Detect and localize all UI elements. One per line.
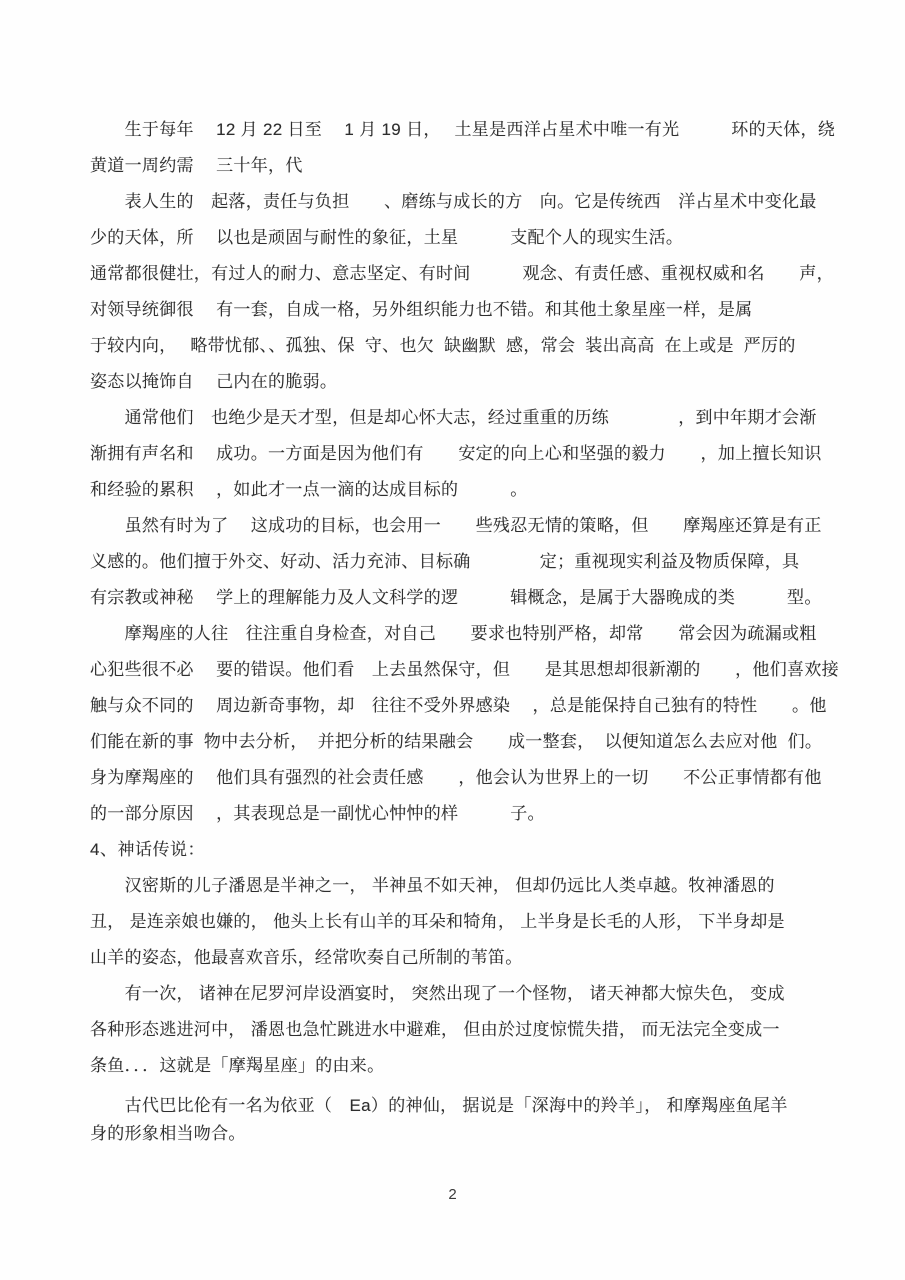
- text-line: 身为摩羯座的 他们具有强烈的社会责任感 ，他会认为世界上的一切 不公正事情都有他: [90, 768, 822, 787]
- text-line: 渐拥有声名和 成功。一方面是因为他们有 安定的向上心和坚强的毅力 ，加上擅长知识: [90, 444, 822, 463]
- text-line: 们能在新的事 物中去分析， 并把分析的结果融会 成一整套， 以便知道怎么去应对他 们。: [90, 732, 823, 751]
- text-line: 心犯些很不必 要的错误。他们看 上去虽然保守，但 是其思想却很新潮的 ，他们喜欢接: [90, 660, 839, 679]
- text-line: 各种形态逃进河中， 潘恩也急忙跳进水中避难， 但由於过度惊慌失措， 而无法完全变成一: [90, 1020, 780, 1039]
- text-line: 摩羯座的人往 往注重自身检查，对自己 要求也特别严格，却常 常会因为疏漏或粗: [90, 624, 817, 643]
- document-body: [90, 112, 839, 1148]
- text-line: 丑， 是连亲娘也嫌的， 他头上长有山羊的耳朵和犄角， 上半身是长毛的人形， 下半身却是: [90, 912, 785, 931]
- text-line: 通常都很健壮，有过人的耐力、意志坚定、有时间 观念、有责任感、重视权威和名 声，: [90, 264, 834, 283]
- text-line: 的一部分原因 ，其表现总是一副忧心忡忡的样 子。: [90, 804, 545, 823]
- text-line: 表人生的 起落，责任与负担 、磨练与成长的方 向。它是传统西 洋占星术中变化最: [90, 192, 817, 211]
- page-number: 2: [448, 1186, 457, 1203]
- text-line: 少的天体，所 以也是顽固与耐性的象征，土星 支配个人的现实生活。: [90, 228, 684, 247]
- text-line: 姿态以掩饰自 己内在的脆弱。: [90, 372, 338, 391]
- text-line: 古代巴比伦有一名为依亚（ Ea）的神仙， 据说是「深海中的羚羊」， 和摩羯座鱼尾羊: [90, 1096, 788, 1115]
- text-line: 于较内向， 略带忧郁、、孤独、保 守、也欠 缺幽默 感，常会 装出高高 在上或是 严厉的: [90, 336, 796, 355]
- text-line: 通常他们 也绝少是天才型，但是却心怀大志，经过重重的历练 ，到中年期才会渐: [90, 408, 817, 427]
- text-line: 汉密斯的儿子潘恩是半神之一， 半神虽不如天神， 但却仍远比人类卓越。牧神潘恩的: [90, 876, 775, 895]
- text-line: 和经验的累积 ，如此才一点一滴的达成目标的 。: [90, 480, 528, 499]
- text-line: 虽然有时为了 这成功的目标，也会用一 些残忍无情的策略，但 摩羯座还算是有正: [90, 516, 822, 535]
- section-heading: 4、神话传说：: [90, 840, 205, 859]
- text-line: 黄道一周约需 三十年，代: [90, 156, 303, 175]
- text-line: 身的形象相当吻合。: [90, 1124, 246, 1143]
- text-line: 触与众不同的 周边新奇事物，却 往往不受外界感染 ，总是能保持自己独有的特性 。他: [90, 696, 827, 715]
- text-line: 有宗教或神秘 学上的理解能力及人文科学的逻 辑概念，是属于大器晚成的类 型。: [90, 588, 822, 607]
- text-line: 条鱼．．．这就是「摩羯星座」的由来。: [90, 1056, 385, 1075]
- text-line: 有一次， 诸神在尼罗河岸设酒宴时， 突然出现了一个怪物， 诸天神都大惊失色， 变成: [90, 984, 785, 1003]
- text-line: 义感的。他们擅于外交、好动、活力充沛、目标确 定；重视现实利益及物质保障，具: [90, 552, 800, 571]
- text-line: 对领导统御很 有一套，自成一格，另外组织能力也不错。和其他土象星座一样，是属: [90, 300, 753, 319]
- text-line: 山羊的姿态，他最喜欢音乐，经常吹奏自己所制的苇笛。: [90, 948, 523, 967]
- text-line: 生于每年 12 月 22 日至 1 月 19 日， 土星是西洋占星术中唯一有光 环的天体，绕: [90, 120, 836, 139]
